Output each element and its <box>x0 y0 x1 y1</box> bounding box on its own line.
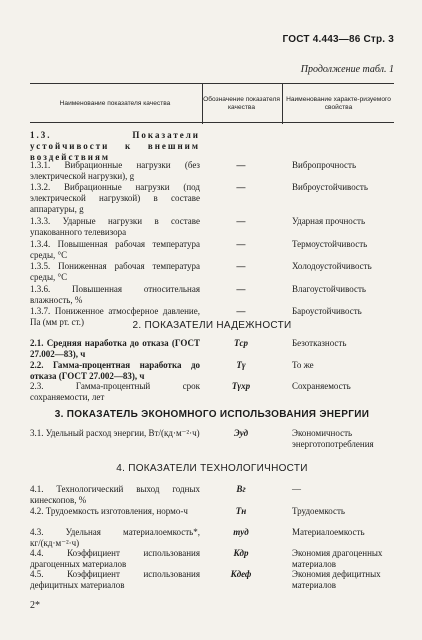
continuation-label: Продолжение табл. 1 <box>300 64 394 75</box>
section-2-title: 2. ПОКАЗАТЕЛИ НАДЕЖНОСТИ <box>132 320 292 331</box>
col-header-symbol: Обозначение показателя качества <box>202 84 280 124</box>
table-header <box>30 83 394 123</box>
col-header-property: Наименование характе-ризуемого свойства <box>282 84 394 124</box>
section-3-title: 3. ПОКАЗАТЕЛЬ ЭКОНОМНОГО ИСПОЛЬЗОВАНИЯ ЭНЕРГИИ <box>54 409 370 420</box>
section-4-title: 4. ПОКАЗАТЕЛИ ТЕХНОЛОГИЧНОСТИ <box>116 463 308 474</box>
page-header: ГОСТ 4.443—86 Стр. 3 <box>282 34 394 45</box>
col-header-name: Наименование показателя качества <box>59 99 171 107</box>
page-number: 2* <box>30 600 40 611</box>
